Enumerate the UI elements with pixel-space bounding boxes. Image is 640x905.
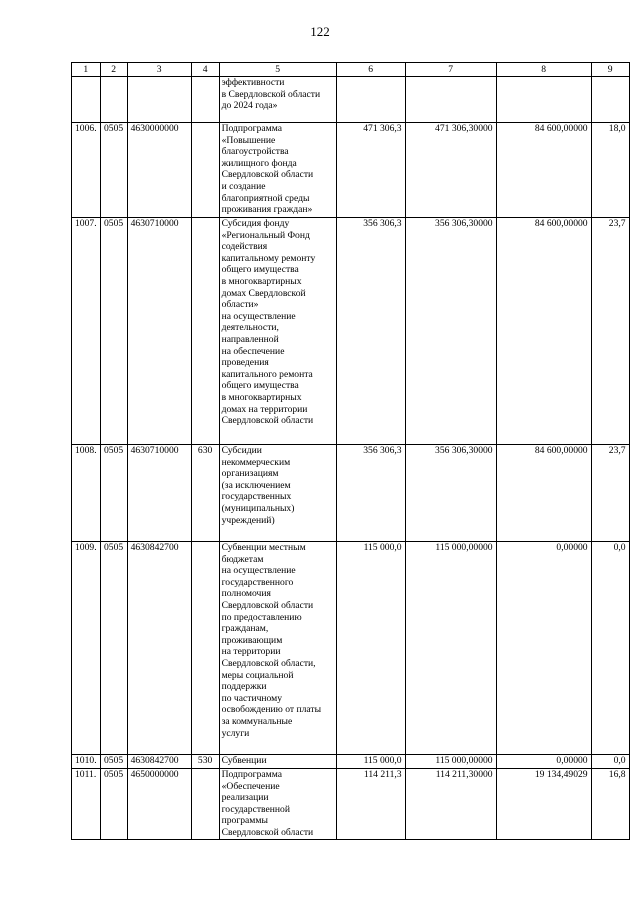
col-header-3: 3 xyxy=(127,63,191,77)
col-header-8: 8 xyxy=(496,63,591,77)
amount-col7: 471 306,30000 xyxy=(405,123,496,218)
row-description: Субсидия фонду «Региональный Фонд содействия капитальному ремонту общего имущества в многоквартирных домах Свердловской области» на осуществление деятельности, направленной на обеспечение проведения капитального ремонта общего имущества в многоквартирных домах на территории Свердловской области xyxy=(219,218,336,445)
expense-type xyxy=(191,769,219,840)
amount-col7: 356 306,30000 xyxy=(405,218,496,445)
row-description: Субсидии некоммерческим организациям (за исключением государственных (муниципальных) учреждений) xyxy=(219,445,336,542)
row-number xyxy=(72,77,101,123)
table-row xyxy=(72,445,630,542)
amount-col8: 84 600,00000 xyxy=(496,218,591,445)
row-number: 1011. xyxy=(72,769,101,840)
col-header-5: 5 xyxy=(219,63,336,77)
col-header-6: 6 xyxy=(336,63,405,77)
amount-col7: 114 211,30000 xyxy=(405,769,496,840)
amount-col6: 115 000,0 xyxy=(336,542,405,755)
row-number: 1006. xyxy=(72,123,101,218)
amount-col8: 0,00000 xyxy=(496,755,591,769)
row-description: эффективности в Свердловской области до 2024 года» xyxy=(219,77,336,123)
amount-col7: 356 306,30000 xyxy=(405,445,496,542)
target-code xyxy=(127,77,191,123)
budget-table xyxy=(71,62,630,840)
target-code: 4630842700 xyxy=(127,542,191,755)
table-row xyxy=(72,123,630,218)
amount-col8: 19 134,49029 xyxy=(496,769,591,840)
table-row xyxy=(72,769,630,840)
row-description: Субвенции местным бюджетам на осуществление государственного полномочия Свердловской области по предоставлению гражданам, проживающим на территории Свердловской области, меры социальной поддержки по частичному освобождению от платы за коммунальные услуги xyxy=(219,542,336,755)
amount-col6: 356 306,3 xyxy=(336,445,405,542)
amount-col8: 84 600,00000 xyxy=(496,123,591,218)
row-number: 1007. xyxy=(72,218,101,445)
amount-col6 xyxy=(336,77,405,123)
percent-col9: 23,7 xyxy=(591,445,629,542)
amount-col7 xyxy=(405,77,496,123)
expense-type xyxy=(191,542,219,755)
page-number: 122 xyxy=(310,24,330,39)
expense-type xyxy=(191,123,219,218)
row-number: 1009. xyxy=(72,542,101,755)
header-row xyxy=(72,63,630,77)
amount-col7: 115 000,00000 xyxy=(405,755,496,769)
row-description: Подпрограмма «Обеспечение реализации государственной программы Свердловской области xyxy=(219,769,336,840)
section-code: 0505 xyxy=(100,755,127,769)
amount-col8: 0,00000 xyxy=(496,542,591,755)
target-code: 4630000000 xyxy=(127,123,191,218)
expense-type: 530 xyxy=(191,755,219,769)
expense-type xyxy=(191,218,219,445)
target-code: 4650000000 xyxy=(127,769,191,840)
percent-col9: 16,8 xyxy=(591,769,629,840)
amount-col6: 471 306,3 xyxy=(336,123,405,218)
target-code: 4630842700 xyxy=(127,755,191,769)
section-code: 0505 xyxy=(100,218,127,445)
expense-type: 630 xyxy=(191,445,219,542)
target-code: 4630710000 xyxy=(127,445,191,542)
row-description: Субвенции xyxy=(219,755,336,769)
percent-col9: 0,0 xyxy=(591,542,629,755)
amount-col6: 356 306,3 xyxy=(336,218,405,445)
section-code xyxy=(100,77,127,123)
table-row xyxy=(72,542,630,755)
col-header-1: 1 xyxy=(72,63,101,77)
amount-col8: 84 600,00000 xyxy=(496,445,591,542)
percent-col9 xyxy=(591,77,629,123)
table-row xyxy=(72,77,630,123)
row-number: 1008. xyxy=(72,445,101,542)
amount-col8 xyxy=(496,77,591,123)
table-row xyxy=(72,218,630,445)
amount-col7: 115 000,00000 xyxy=(405,542,496,755)
table-row xyxy=(72,755,630,769)
percent-col9: 23,7 xyxy=(591,218,629,445)
percent-col9: 18,0 xyxy=(591,123,629,218)
amount-col6: 114 211,3 xyxy=(336,769,405,840)
expense-type xyxy=(191,77,219,123)
target-code: 4630710000 xyxy=(127,218,191,445)
section-code: 0505 xyxy=(100,542,127,755)
col-header-9: 9 xyxy=(591,63,629,77)
amount-col6: 115 000,0 xyxy=(336,755,405,769)
row-description: Подпрограмма «Повышение благоустройства жилищного фонда Свердловской области и создание благоприятной среды проживания граждан» xyxy=(219,123,336,218)
section-code: 0505 xyxy=(100,445,127,542)
col-header-7: 7 xyxy=(405,63,496,77)
section-code: 0505 xyxy=(100,769,127,840)
section-code: 0505 xyxy=(100,123,127,218)
col-header-2: 2 xyxy=(100,63,127,77)
col-header-4: 4 xyxy=(191,63,219,77)
row-number: 1010. xyxy=(72,755,101,769)
percent-col9: 0,0 xyxy=(591,755,629,769)
